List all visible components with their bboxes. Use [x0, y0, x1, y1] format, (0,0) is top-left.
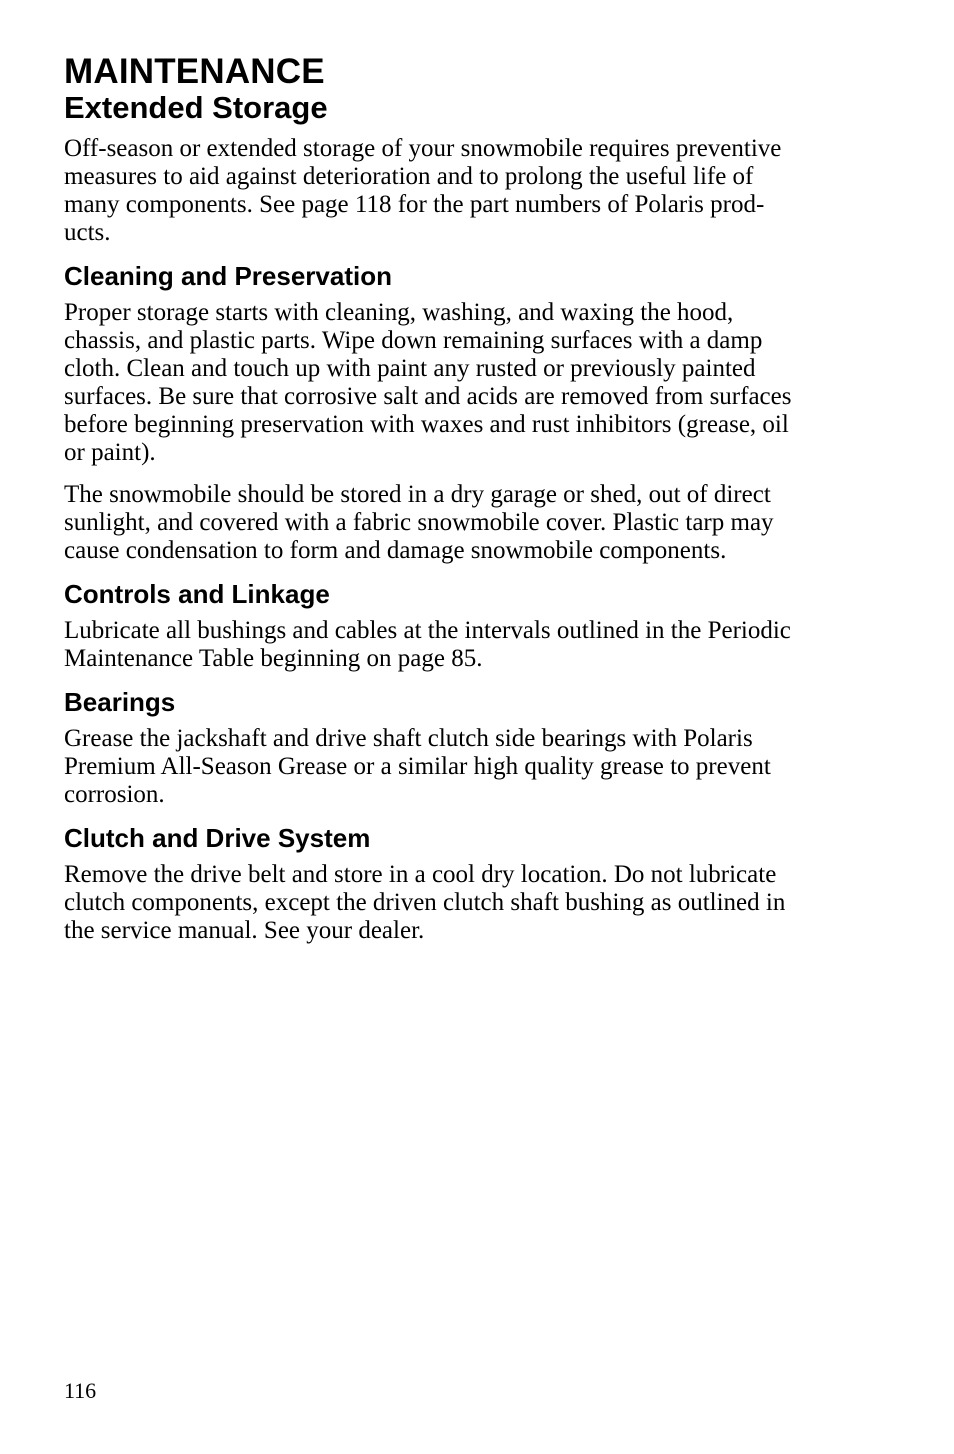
paragraph-line: Lubricate all bushings and cables at the intervals outlined in the Periodic [64, 617, 791, 644]
paragraph-line: Off-season or extended storage of your snowmobile requires preventive [64, 135, 782, 162]
page-number: 116 [64, 1378, 97, 1403]
subsection-bearings [64, 687, 864, 809]
paragraph-line: ucts. [64, 219, 111, 246]
paragraph-line: clutch components, except the driven clutch shaft bushing as outlined in [64, 889, 786, 916]
paragraph-line: Grease the jackshaft and drive shaft clutch side bearings with Polaris [64, 725, 753, 752]
paragraph-line: surfaces. Be sure that corrosive salt and acids are removed from surfaces [64, 383, 792, 410]
paragraph-line: The snowmobile should be stored in a dry garage or shed, out of direct [64, 481, 771, 508]
paragraph-line: before beginning preservation with waxes and rust inhibitors (grease, oil [64, 411, 789, 438]
paragraph-line: cloth. Clean and touch up with paint any rusted or previously painted [64, 355, 756, 382]
paragraph-line: Remove the drive belt and store in a cool dry location. Do not lubricate [64, 861, 777, 888]
paragraph-line: many components. See page 118 for the part numbers of Polaris prod- [64, 191, 765, 218]
paragraph-line: sunlight, and covered with a fabric snowmobile cover. Plastic tarp may [64, 509, 774, 536]
paragraph-line: cause condensation to form and damage snowmobile components. [64, 537, 727, 564]
paragraph [64, 861, 864, 945]
paragraph [64, 299, 864, 467]
section-title: Extended Storage [64, 90, 328, 125]
paragraph [64, 617, 864, 673]
subsection-cleaning [64, 261, 864, 565]
paragraph-line: or paint). [64, 439, 156, 466]
subsection-title: Controls and Linkage [64, 579, 330, 609]
paragraph-line: Maintenance Table beginning on page 85. [64, 645, 483, 672]
intro-paragraph [64, 135, 864, 247]
paragraph-line: corrosion. [64, 781, 165, 808]
paragraph [64, 481, 864, 565]
subsection-title: Bearings [64, 687, 176, 717]
paragraph-line: Premium All-Season Grease or a similar high quality grease to prevent [64, 753, 771, 780]
subsection-title: Cleaning and Preservation [64, 261, 392, 291]
paragraph-line: the service manual. See your dealer. [64, 917, 425, 944]
subsection-controls [64, 579, 864, 673]
page-content [64, 52, 864, 959]
paragraph-line: chassis, and plastic parts. Wipe down remaining surfaces with a damp [64, 327, 763, 354]
subsection-clutch [64, 823, 864, 945]
subsection-title: Clutch and Drive System [64, 823, 371, 853]
paragraph [64, 725, 864, 809]
chapter-title: MAINTENANCE [64, 52, 325, 91]
paragraph-line: Proper storage starts with cleaning, washing, and waxing the hood, [64, 299, 734, 326]
paragraph-line: measures to aid against deterioration and to prolong the useful life of [64, 163, 754, 190]
